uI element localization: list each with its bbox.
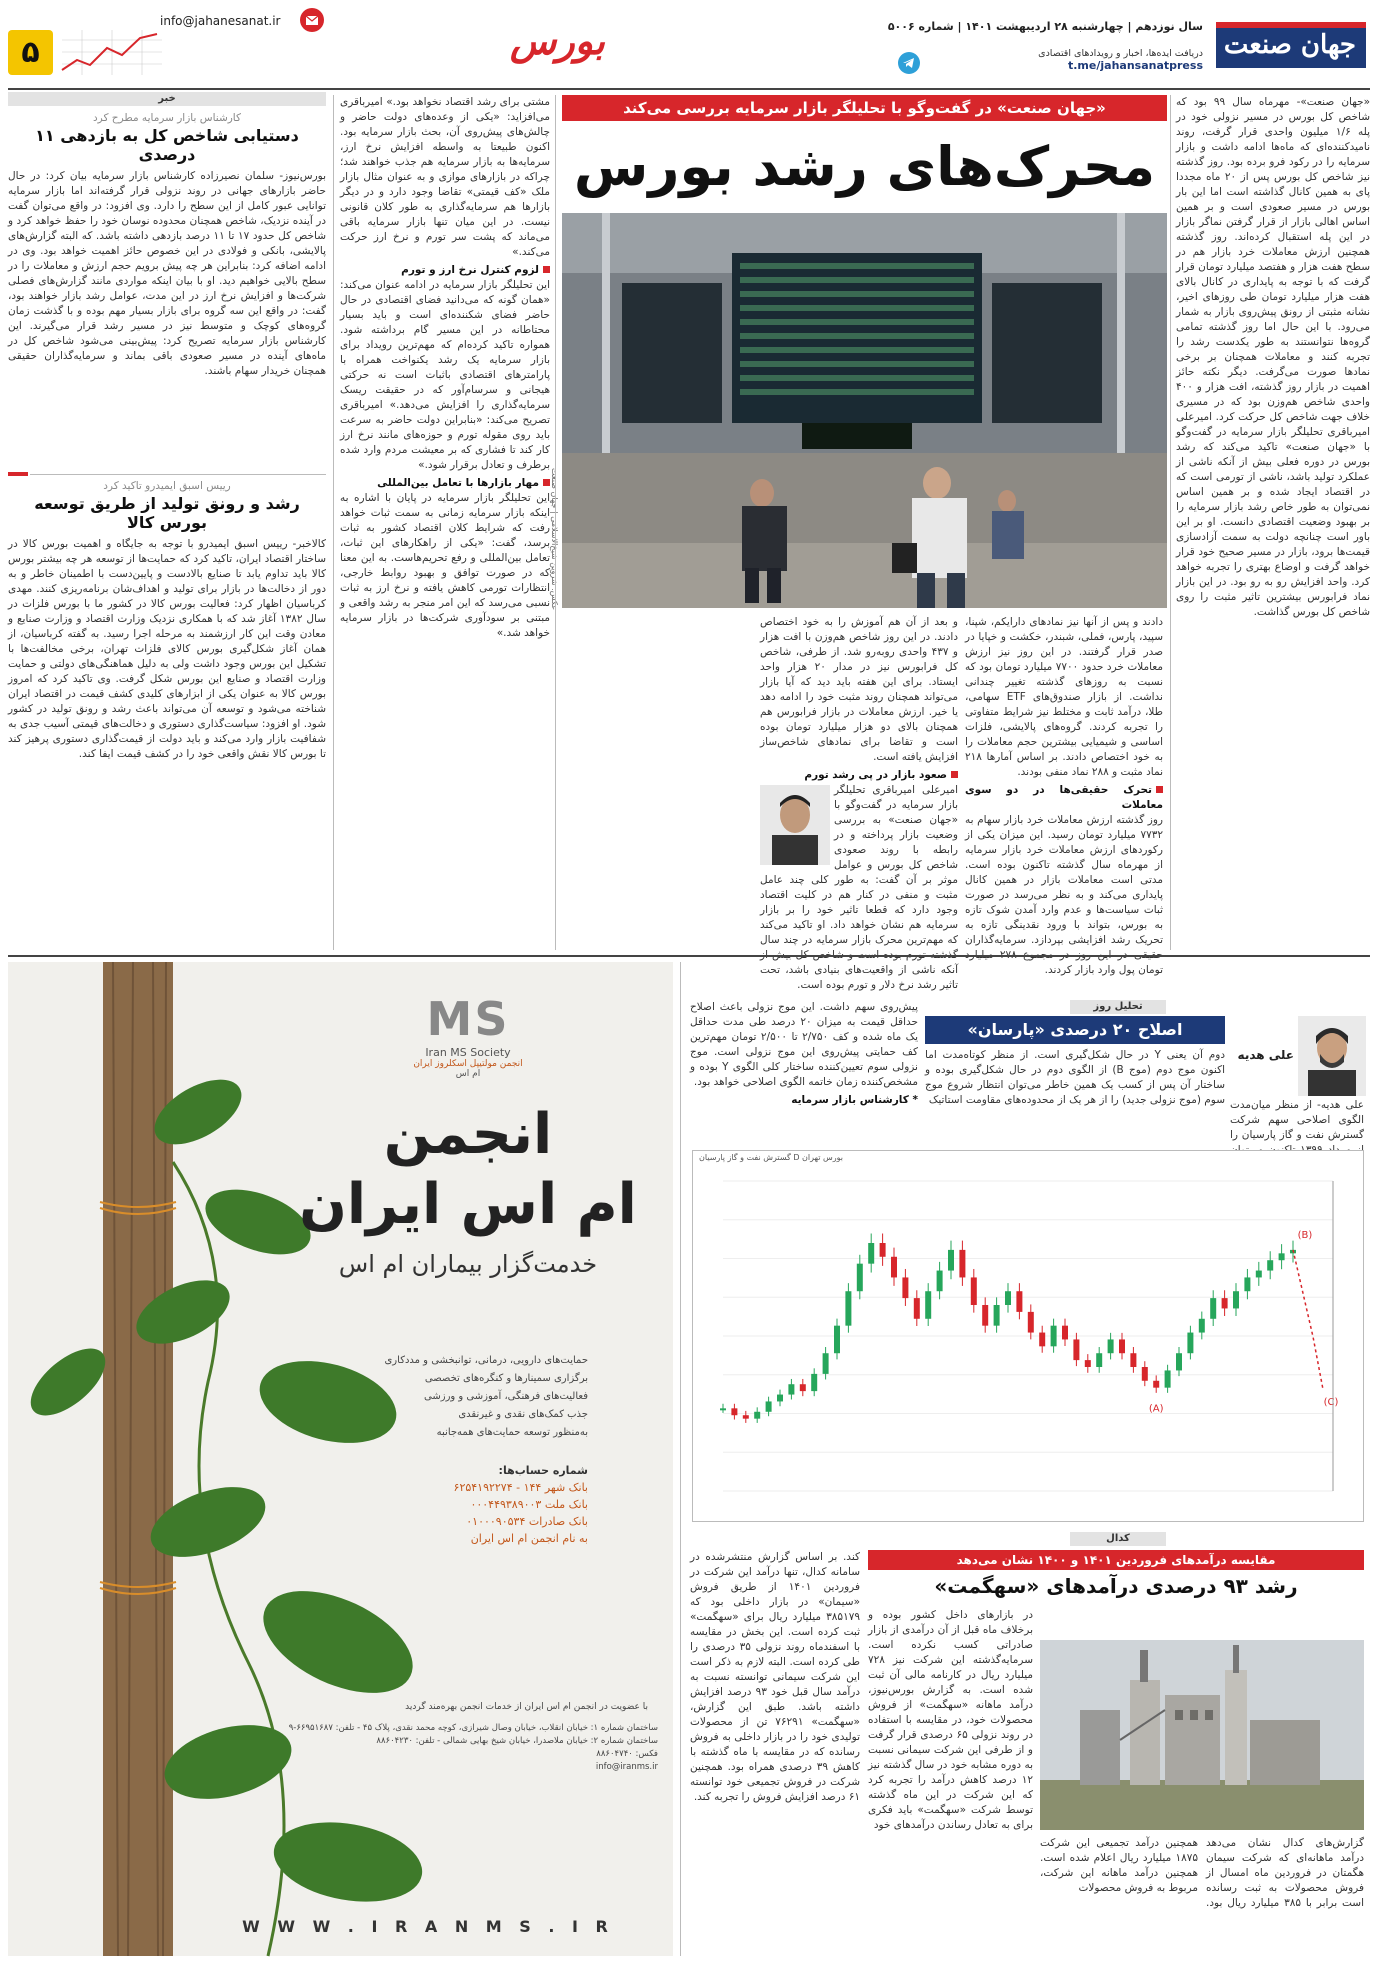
- candle-body: [1130, 1353, 1136, 1367]
- subhead-fx-control: [340, 263, 550, 278]
- stock-exchange-photo: [562, 213, 1167, 608]
- newspaper-logo: [1216, 14, 1366, 74]
- cement-factory-photo: [1040, 1640, 1364, 1830]
- lead-col-1: [1176, 95, 1370, 948]
- masthead-rule: [8, 88, 1370, 90]
- section-title: بورس: [510, 18, 605, 63]
- candle-body: [948, 1250, 954, 1271]
- price-chart-svg: [693, 1151, 1363, 1521]
- page-number: [8, 30, 53, 75]
- analysis-tag: تحلیل روز: [1070, 1000, 1166, 1014]
- candle-body: [880, 1243, 886, 1257]
- subhead-international-text: مهار بازارها با تعامل بین‌المللی: [377, 477, 539, 489]
- lead-col-1-text: «جهان صنعت»- مهرماه سال ۹۹ بود که شاخص کل بورس در مسیر نزولی خود در پله ۱/۶ میلیون واحدی قرار گرفت، روند نامید‌کننده‌ای که ماه‌ها ادامه داشت و بازار سرمایه را در رکود فرو برده بود. روز گذشته نیز شاخص کل بورس پس از ۲۰ ماه مجددا پای به همین کانال گذاشته است اما این بار بورس در مسیر صعودی است و بر همین اساس اهالی بازار از قرار گرفتن نماگر بازار در این پله استقبال کرده‌اند. روز گذشته همچنین ارزش معاملات خرد بازار هم در سطح هفت هزار و هفتصد میلیارد تومان قرار گرفت که با توجه به پایداری در کانال بالای هفت هزار میلیارد تومان طی روزهای اخیر، نشانه مثبتی از رونق پیش‌روی بازار به شمار می‌رود. با این حال اما روز گذشته تمامی گروه‌ها نتوانستند به طور یکدست رشد را تجربه کنند و معاملات همچنان بر برخی نمادها صورت می‌گرفت. دیگر نکته حائز اهمیت در بازار روز گذشته، افت هزار و ۴۰۰ واحدی شاخص هم‌وزن بود که در مسیری خلاف جهت شاخص کل حرکت کرد. امیرعلی امیرباقری تحلیلگر بازار سرمایه در گفت‌وگو با «جهان صنعت» تاکید می‌کند که رشد بورس در دوره فعلی بیش از آنکه ناشی از عملکرد تولید باشد، ناشی از تورمی است که در اقتصاد ایجاد شده و بر همین اساس نمی‌توان به طور خاص رشد بازار سرمایه را بر بهبود وضعیت اقتصادی دانست. او بر این باور است چنانچه دولت به سمت آزادسازی قیمت‌ها برود، بازار در مسیر صحیح خود قرار خواهد گرفت و اوضاع بهتری را تجربه خواهد کرد. واحد افزایش رو به رو بود. در این بازار نماد فرابورس بیشترین تاثیر مثبت را روی شاخص کل بورس گذاشت.: [1176, 96, 1370, 618]
- analysis-title-bar: [925, 1016, 1225, 1044]
- cement-title: رشد ۹۳ درصدی درآمدهای «سهگمت»: [934, 1574, 1298, 1598]
- subhead-inflation: [760, 768, 958, 783]
- lead-col-3b-text: امیرعلی امیرباقری تحلیلگر بازار سرمایه در گفت‌وگو با «جهان صنعت» به بررسی وضعیت بازار پرداخته و در رابطه با روند صعودی شاخص کل بورس و عوامل موثر بر آن گفت: به طور کلی چند عامل مثبت و منفی در کنار هم در کلیت اقتصاد وجود دارد که قطعا تاثیر خود را بر بازار سرمایه هم نشان خواهد داد. او تاکید می‌کند که مهم‌ترین محرک بازار سرمایه در چند سال آنکه ناشی از واقعیت‌های بنیادی باشد، تحت تاثیر رشد نرخ دلار و تورم بوده است.: [760, 784, 958, 991]
- subhead-fx-control-text: لزوم کنترل نرخ ارز و تورم: [401, 264, 539, 276]
- candle-body: [1279, 1253, 1285, 1260]
- candle-body: [720, 1408, 726, 1410]
- divider: [333, 95, 334, 950]
- bullet-square-icon: [543, 266, 550, 273]
- candle-body: [1051, 1326, 1057, 1347]
- candle-body: [1108, 1339, 1114, 1353]
- ad-account: بانک شهر ۱۴۴ - ۶۲۵۴۱۹۲۲۷۴: [453, 1481, 588, 1494]
- candle-body: [1244, 1277, 1250, 1291]
- candle-body: [788, 1384, 794, 1394]
- ad-join: با عضویت در انجمن ام اس ایران از خدمات انجمن بهره‌مند گردید: [405, 1702, 648, 1712]
- candle-body: [1176, 1353, 1182, 1370]
- candle-body: [1039, 1333, 1045, 1347]
- candle-body: [777, 1395, 783, 1402]
- wave-label: (C): [1323, 1396, 1339, 1408]
- candle-body: [1187, 1333, 1193, 1354]
- lead-col-4c-text: این تحلیلگر بازار سرمایه در پایان با اشاره به اینکه بازار سرمایه زمانی به سمت ثبات خواهد رفت که شرایط کلان اقتصاد کشور به ثبات برسد، گفت: «یکی از راهکارهای این ثبات، تعامل بین‌المللی و رفع تحریم‌هاست. به این معنا که در صورت توافق و بهبود روابط خارجی، انتظارات تورمی کاهش یافته و نرخ ارز به ثبات نسبی می‌رسد که این امر منجر به رشد واقعی و مبتنی بر سودآوری شرکت‌ها در بازار سرمایه خواهد شد.»: [340, 492, 550, 639]
- wave-label: (A): [1148, 1403, 1164, 1415]
- candle-body: [994, 1305, 1000, 1326]
- candle-body: [1210, 1298, 1216, 1319]
- candle-body: [731, 1408, 737, 1415]
- news-2-body: کالاخبر- رییس اسبق ایمیدرو با توجه به جایگاه و اهمیت بورس کالا در ساختار اقتصاد ایران، تاکید کرد که حمایت‌ها از توسعه هر چه بیشتر بورس کالا باید تداوم یابد تا صنایع بالادست و پایین‌دست با اطمینان خاطر و به دور از دخالت‌ها در بازار برای تولید و اهداف‌شان برنامه‌ریزی کنند. مهدی کرباسیان اظهار کرد: فعالیت بورس کالا در کشور ما با بورس فلزات در سال ۱۳۸۲ آغاز شد که با همکاری نزدیک وزارت اقتصاد و وزارت صنایع و معادن وقت این کار ارزشمند به مرحله اجرا رسید. به گفته کرباسیان، از همان آغاز شکل‌گیری بورس کالای فلزات تهران، برخی مخالفت‌ها با تشکیل این بورس وجود داشت ولی به دلیل هماهنگی‌های دولتی و حمایت وزارت اقتصاد و صنایع این بورس شکل گرفت. وی تاکید کرد که امروز بورس کالا به عنوان یکی از ابزارهای کلیدی کشف قیمت در اقتصاد ایران شناخته می‌شود و توسعه آن می‌تواند باعث رشد و رونق تولید در کشور شود. او افزود: سیاست‌گذاری دستوری و دخالت‌های قیمتی آسیب جدی به شفافیت بازار وارد می‌کند و باید دولت از قیمت‌گذاری دستوری پرهیز کند تا بورس کالا نقش واقعی خود را در کشف قیمت ایفا کند.: [8, 538, 326, 760]
- candle-body: [937, 1271, 943, 1292]
- analysis-col-3: [690, 1000, 918, 1150]
- ad-address-2: ساختمان شماره ۲: خیابان ملاصدرا، خیابان شیخ بهایی شمالی - تلفن: ۸۸۶۰۴۲۳۰: [376, 1736, 658, 1746]
- cement-col-1: [868, 1608, 1033, 1953]
- candle-body: [845, 1291, 851, 1325]
- lead-col-2-text: دادند و پس از آنها نیز نمادهای دارایکم، شپنا، سپید، پارس، فملی، شبندر، خکشت و خپایا در صدر قرار گرفتند. در این روز نیز ارزش معاملات خرد حدود ۷۷۰۰ میلیارد تومان بود که نسبت به روزهای گذشته تغییر چندانی نداشت. از بازار صندوق‌های ETF سهامی، طلا، درآمد ثابت و مختلط نیز شرایط متفاوتی را تجربه کردند. گروه‌های پالایشی، فلزات اساسی و شیمیایی بیشترین حجم معاملات را به خود اختصاص دادند. بر اساس آمارها ۲۱۸ نماد مثبت و ۲۸۸ نماد منفی بودند.: [965, 616, 1164, 778]
- lead-col-4: [340, 95, 550, 948]
- subhead-international: [340, 476, 550, 491]
- candle-body: [914, 1298, 920, 1319]
- subhead-inflation-text: صعود بازار در پی رشد تورم: [804, 769, 947, 781]
- candle-body: [1153, 1381, 1159, 1388]
- subhead-real-traders-text: تحرک حقیقی‌ها در دو سوی معاملات: [965, 784, 1163, 811]
- news-item-2: [8, 480, 326, 948]
- candle-body: [1256, 1271, 1262, 1278]
- news-item-1: [8, 112, 326, 460]
- candle-body: [1028, 1312, 1034, 1333]
- candle-body: [1096, 1353, 1102, 1367]
- person-photo-icon: [760, 785, 830, 865]
- candle-body: [925, 1291, 931, 1319]
- issue-info: سال نوزدهم | چهارشنبه ۲۸ اردیبهشت ۱۴۰۱ | شماره ۵۰۰۶: [887, 20, 1203, 33]
- analysis-col-3-text: پیش‌روی سهم داشت. این موج نزولی باعث اصلاح حداقل قیمت به میزان ۲۰ درصد طی مدت حداقل یک ماه شده و کف ۲/۷۵۰ تا ۲/۵۰۰ تومان مهم‌ترین کف حمایتی پیش‌روی این موج نزولی است. موج نزولی سوم تعیین‌کننده ساختار کلی الگوی Y بوده و مشخص‌کننده زمان خاتمه الگوی اصلاحی خواهد بود.: [690, 1001, 918, 1088]
- projection-line: [1293, 1250, 1323, 1390]
- candle-body: [1199, 1319, 1205, 1333]
- cement-col-3: [1040, 1836, 1364, 1953]
- candle-body: [959, 1250, 965, 1278]
- candle-body: [1233, 1291, 1239, 1308]
- trend-graph-icon: [62, 30, 162, 75]
- analysis-title: اصلاح ۲۰ درصدی «پارسان»: [967, 1020, 1183, 1039]
- analysis-signature: * کارشناس بازار سرمایه: [791, 1094, 918, 1106]
- telegram-caption: دریافت ایده‌ها، اخبار و رویدادهای اقتصادی: [1038, 48, 1203, 59]
- candle-body: [1222, 1298, 1228, 1308]
- ad-account: به نام انجمن ام اس ایران: [470, 1532, 588, 1545]
- lead-headline: محرک‌های رشد بورس: [573, 135, 1156, 198]
- bullet-square-icon: [1156, 786, 1163, 793]
- candle-body: [1016, 1291, 1022, 1312]
- bullet-square-icon: [951, 771, 958, 778]
- divider: [1170, 95, 1171, 950]
- cement-col-2-text: کند. بر اساس گزارش منتشرشده در سامانه کدال، تنها درآمد این شرکت در فروردین ۱۴۰۱ از طریق فروش «سیمان» در بازار داخلی بود که ۳۸۵۱۷۹ میلیارد ریال برای «سهگمت» ثبت کرده است. این بخش در مقایسه با اسفندماه روند نزولی ۳۵ درصدی را طی کرده است. البته لازم به ذکر است این شرکت سیمانی توانسته نسبت به درآمد سال قبل خود ۹۳ درصد افزایش داشته باشد. طبق این گزارش، «سهگمت» ۷۶۲۹۱ تن از محصولات تولیدی خود را در بازار داخلی به فروش رسانده که در مقایسه با ماه گذشته با کاهش ۳۹ درصدی همراه بود. همچنین شرکت در فروش تجمیعی خود توانسته ۶۱ درصد افزایش فروش را تجربه کند.: [690, 1551, 860, 1803]
- cement-col-2: [690, 1550, 860, 1953]
- candle-body: [834, 1326, 840, 1354]
- candle-body: [743, 1415, 749, 1418]
- cement-plant-image: [1040, 1640, 1364, 1830]
- email-address[interactable]: info@jahanesanat.ir: [160, 14, 281, 28]
- ms-org-fa-small: ام اس: [455, 1069, 481, 1079]
- cement-tag: کدال: [1070, 1532, 1166, 1546]
- candle-body: [1073, 1339, 1079, 1360]
- analyst-portrait: [760, 785, 830, 865]
- candle-body: [1165, 1370, 1171, 1387]
- candle-body: [1267, 1260, 1273, 1270]
- lead-col-2b-text: روز گذشته ارزش معاملات خرد بازار سهام به ۷۷۳۲ میلیارد تومان رسید. این میزان یکی از رکوردهای ارزش معاملات خرد بازار سرمایه از مهرماه سال گذشته تاکنون بوده است. مدتی است معاملات بازار در همین کانال پایداری می‌کند و به نظر می‌رسد در صورت ثبات سیاست‌ها و عدم وارد آمدن شوک تازه به بورس، بتواند با ورود نقدینگی تازه به تحریک رشد افزایشی بپردازد. سرمایه‌گذاران تومان پول وارد بازار کردند.: [965, 814, 1163, 976]
- mail-icon: [300, 8, 324, 32]
- cement-kicker: مقایسه درآمدهای فروردین ۱۴۰۱ و ۱۴۰۰ نشان می‌دهد: [868, 1550, 1364, 1570]
- wave-label: (B): [1297, 1229, 1313, 1241]
- news-1-title[interactable]: دستیابی شاخص کل به بازدهی ۱۱ درصدی: [35, 126, 299, 164]
- news-tag: خبر: [8, 92, 326, 106]
- masthead: [0, 0, 1378, 90]
- analysis-author: علی هدیه: [1237, 1048, 1294, 1062]
- candle-body: [754, 1412, 760, 1419]
- analysis-col-2-text: دوم آن یعنی Y در حال شکل‌گیری است. از منظر کوتاه‌مدت اما اکنون موج دوم (موج B) از الگوی دوم در حال شکل‌گیری بوده و ساختار آن پس از کسب یک همین خاطر می‌توان انتظار شروع موج سوم (موج نزولی جدید) را از هر یک از محدوده‌های مقاومت استاتیک: [925, 1049, 1225, 1106]
- ad-headline-2: ام اس ایران: [299, 1172, 637, 1237]
- candle-body: [1119, 1339, 1125, 1353]
- divider: [555, 95, 556, 950]
- price-chart: [692, 1150, 1364, 1522]
- candle-body: [857, 1264, 863, 1292]
- ms-org-fa: انجمن مولتیپل اسکلروز ایران: [413, 1059, 523, 1069]
- ad-accounts-title: شماره حساب‌ها:: [498, 1464, 588, 1477]
- ms-society-ad[interactable]: [8, 962, 673, 1956]
- news-2-kicker: رییس اسبق ایمیدرو تاکید کرد: [103, 480, 231, 492]
- candle-body: [811, 1374, 817, 1391]
- news-red-mark: [8, 472, 28, 476]
- ad-address: [278, 1722, 658, 1774]
- lead-col-4b-text: این تحلیلگر بازار سرمایه در ادامه عنوان می‌کند: «همان گونه که می‌دانید فضای اقتصادی در حال حاضر فضای شکننده‌ای است و باید بسیار محتاطانه در این مسیر گام برداشته شود. همواره تاکید کرده‌ام که مهم‌ترین رویداد برای بازار سرمایه یک رشد یکنواخت همراه با پارامترهای اقتصادی باثبات است نه حرکتی هیجانی و سرسام‌آور که در حقیقت ریسک سرمایه‌گذاری را افزایش می‌دهد.» امیرباقری تصریح می‌کند: «بنابراین دولت حاضر به سرعت باید روی مقوله تورم و حوزه‌های مانند نرخ ارز کار کند تا فشاری که بر معیشت مردم وارد شده برطرف و تعادل برقرار شود.»: [340, 279, 550, 471]
- lead-kicker: «جهان صنعت» در گفت‌وگو با تحلیلگر بازار سرمایه بررسی می‌کند: [562, 95, 1167, 121]
- candle-body: [971, 1277, 977, 1305]
- candle-body: [823, 1353, 829, 1374]
- candle-body: [1142, 1367, 1148, 1381]
- ms-org-en: Iran MS Society: [425, 1046, 511, 1059]
- news-1-kicker: کارشناس بازار سرمایه مطرح کرد: [92, 112, 242, 124]
- candle-body: [868, 1243, 874, 1264]
- ad-email[interactable]: info@iranms.ir: [595, 1762, 658, 1772]
- telegram-icon[interactable]: [898, 52, 920, 74]
- ms-logo-mark: MS: [426, 992, 510, 1046]
- telegram-link[interactable]: t.me/jahansanatpress: [1068, 59, 1203, 72]
- cement-col-3-text: گزارش‌های کدال نشان می‌دهد درآمد ماهانه‌ای که شرکت سیمان هگمتان در فروردین ماه امسال از فروش محصولات به ثبت رسانده است برابر با ۳۸۵ میلیارد ریال بود. همچنین درآمد تجمیعی این شرکت ۱۸۷۵ میلیارد ریال اعلام شده است. همچنین درآمد ماهانه این شرکت، مربوط به فروش محصولات: [1040, 1837, 1365, 1909]
- ad-website[interactable]: W W W . I R A N M S . I R: [242, 1917, 614, 1936]
- news-2-title[interactable]: رشد و رونق تولید از طریق توسعه بورس کالا: [34, 494, 300, 532]
- ad-bullet: برگزاری سمینارها و کنگره‌های تخصصی: [424, 1373, 588, 1384]
- candle-body: [982, 1305, 988, 1326]
- ad-headline-1: انجمن: [383, 1102, 553, 1167]
- ad-bullets: [338, 1352, 588, 1442]
- page-number-text: ۵: [21, 35, 40, 70]
- ad-address-1: ساختمان شماره ۱: خیابان انقلاب، خیابان وصال شیرازی، کوچه محمد نقدی، پلاک ۴۵ - تلفن: ۶۶۹۵۱۶۸۷-۹: [288, 1723, 658, 1733]
- ad-fax: فکس: ۸۸۶۰۴۷۴۰: [596, 1749, 658, 1759]
- analysis-col-1-text: علی هدیه‌- از منظر میان‌مدت الگوی اصلاحی سهم شرکت گسترش نفت و گاز پارسیان را: [1230, 1099, 1364, 1141]
- ad-account: بانک صادرات ۰۱۰۰۰۹۰۵۳۴: [466, 1515, 588, 1528]
- lead-col-3: [760, 615, 959, 991]
- divider: [8, 955, 1370, 957]
- divider: [680, 962, 681, 1956]
- ad-bullet: جذب کمک‌های نقدی و غیرنقدی: [458, 1409, 588, 1420]
- trading-hall-image: [562, 213, 1167, 608]
- ad-account: بانک ملت ۰۰۰۴۴۹۳۸۹۰۰۳: [470, 1498, 588, 1511]
- lead-col-2: [965, 615, 1164, 976]
- candle-body: [1062, 1326, 1068, 1340]
- telegram-block[interactable]: [1013, 48, 1203, 72]
- lead-col-4-text: مشتی برای رشد اقتصاد نخواهد بود.» امیرباقری می‌افزاید: «یکی از وعده‌های دولت حاضر و چالش‌های پیش‌روی آن، بحث بازار سرمایه بود. اکنون طبیعتا به واسطه افزایش نرخ ارز، سرمایه‌ها به بازار سرمایه هم جذب خواهند شد؛ چراکه در بازارهای موازی و به عنوان مثال بازار ملک «کف قیمتی» تقاضا وجود دارد و در دیگر بازارها هم سرمایه‌گذاری به طور کلان قانونی نیست. در این میان تنها بازار سرمایه باقی می‌ماند که پشت سر تورم و نرخ ارز حرکت می‌کند.»: [340, 96, 550, 258]
- ad-bullet: حمایت‌های دارویی، درمانی، توانبخشی و مددکاری: [384, 1355, 588, 1366]
- ad-bullet: به‌منظور توسعه حمایت‌های همه‌جانبه: [436, 1427, 588, 1438]
- candle-body: [1005, 1291, 1011, 1305]
- cement-col-1-text: در بازارهای داخل کشور بوده و برخلاف ماه قبل از آن درآمدی از بازار صادراتی کسب نکرده است. سرمایه‌گذشته این شرکت نیز ۷۲۸ میلیارد ریال در کارنامه مالی آن ثبت شده است. به گزارش بورس‌نیوز، درآمد ماهانه «سهگمت» از فروش محصولات خود، در مقایسه با استفاده در روند نزولی ۶۵ درصدی قرار گرفت و از طرفی این شرکت سیمانی نسبت به دوره مشابه خود در سال گذشته نیز ۱۲ درصد کاهش درآمد را تجربه کرد که این شرکت در این ماه گذشته توسط شرکت «سهگمت» باید فکری برای به تعادل رساندن درآمدهای خود: [868, 1609, 1033, 1831]
- ad-bullet: فعالیت‌های فرهنگی، آموزشی و ورزشی: [424, 1391, 588, 1402]
- bullet-square-icon: [543, 479, 550, 486]
- subhead-real-traders: [965, 783, 1163, 813]
- candle-body: [902, 1277, 908, 1298]
- news-1-body: بورس‌نیوز- سلمان نصیرزاده کارشناس بازار سرمایه بیان کرد: در حال حاضر بازارهای جهانی در روند نزولی قرار گرفته‌اند اما بازار سرمایه توانایی عبور کامل از این سطح را دارد. وی افزود: در واقع می‌توان گفت در آینده نزدیک، شاخص همچنان محدوده نوسان خود را حفظ خواهد کرد و شاخص کل حدود ۱۷ تا ۱۱ درصد بازدهی داشته باشد. که البته گزارش‌های پالایشی، بانکی و فولادی در این خصوص حائز اهمیت خواهد بود. وی در ادامه اضافه کرد: بنابراین هر چه پیش برویم حجم ارزش و معاملات را در سطح بالایی خواهیم دید. او با بیان اینکه مواردی مانند گزارش‌های فصلی شرکت‌ها و افزایش نرخ ارز در این مدت، عوامل رشد بازار خواهند بود، گفت: در واقع این سه گروه برای بازار بسیار مهم بوده و با گذشت زمان گروه‌های کوچک و متوسط نیز در مسیر رشد قرار می‌گیرند. این کارشناس بازار سرمایه تصریح کرد: پیش‌بینی می‌شود شاخص کل در ماه‌های آینده در مسیر صعودی باقی بماند و سرمایه‌گذاران حقیقی همچنان خریدار سهام باشند.: [8, 170, 327, 377]
- divider: [30, 474, 326, 475]
- chart-header: بورس تهران D گسترش نفت و گاز پارسیان: [699, 1153, 843, 1162]
- candle-body: [766, 1401, 772, 1411]
- logo-text: جهان صنعت: [1223, 30, 1356, 60]
- ad-slogan: خدمت‌گزار بیماران ام اس: [338, 1250, 598, 1278]
- lead-col-3-text: و بعد از آن هم آموزش را به خود اختصاص دادند. در این روز شاخص هم‌وزن با افت هزار و ۴۳۷ واحدی روبه‌رو شد. از طرفی، شاخص کل فرابورس نیز در مدار ۲۰ هزار واحد ایستاد. برای این هفته باید دید که آیا بازار می‌تواند همچنان روند مثبت خود را ادامه دهد یا خیر. ارزش معاملات در بازار فرابورس هم همچنان بالای دو هزار میلیارد تومان بوده است و تقاضا برای نمادهای شاخص‌ساز افزایش یافته است.: [760, 616, 959, 763]
- ms-logo: [408, 992, 528, 1079]
- candle-body: [1085, 1360, 1091, 1367]
- candle-body: [891, 1257, 897, 1278]
- candle-body: [800, 1384, 806, 1391]
- ad-accounts: [338, 1462, 588, 1547]
